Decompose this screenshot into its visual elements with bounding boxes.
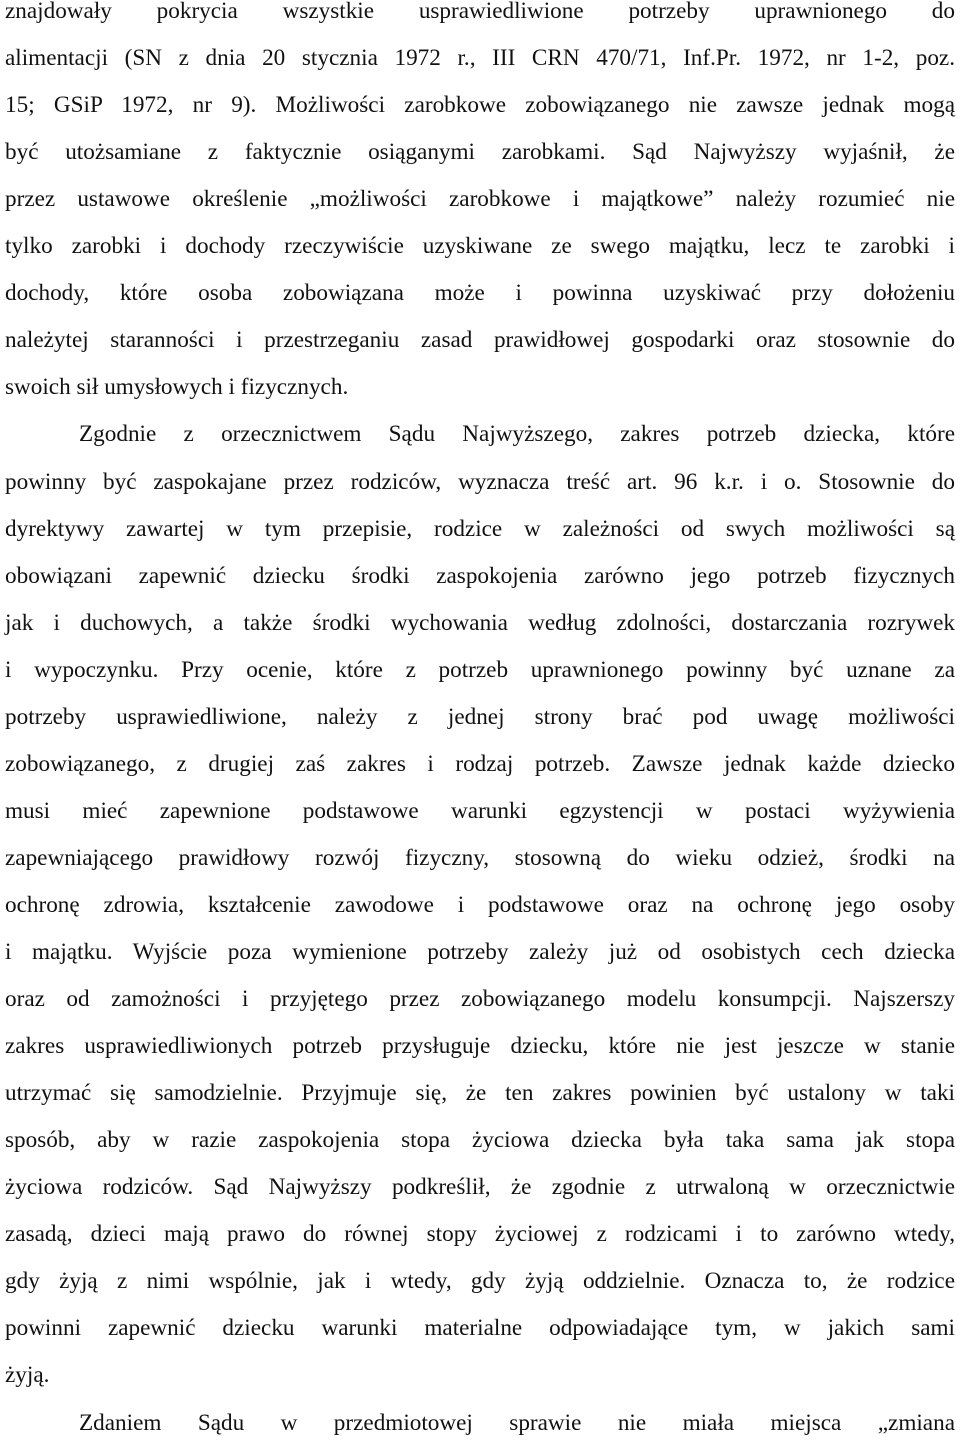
- text-line: życiowa rodziców. Sąd Najwyższy podkreślił, że zgodnie z utrwaloną w orzecznictwie: [5, 1174, 955, 1201]
- text-line: alimentacji (SN z dnia 20 stycznia 1972 r., III CRN 470/71, Inf.Pr. 1972, nr 1-2, poz.: [5, 45, 955, 72]
- text-line: dyrektywy zawartej w tym przepisie, rodzice w zależności od swych możliwości są: [5, 515, 955, 542]
- text-line: swoich sił umysłowych i fizycznych.: [5, 374, 349, 401]
- text-line: oraz od zamożności i przyjętego przez zobowiązanego modelu konsumpcji. Najszerszy: [5, 986, 955, 1013]
- text-line: ochronę zdrowia, kształcenie zawodowe i podstawowe oraz na ochronę jego osoby: [5, 891, 955, 918]
- text-line: utrzymać się samodzielnie. Przyjmuje się, że ten zakres powinien być ustalony w taki: [5, 1080, 955, 1107]
- text-line: potrzeby usprawiedliwione, należy z jednej strony brać pod uwagę możliwości: [5, 703, 955, 730]
- text-line: Zgodnie z orzecznictwem Sądu Najwyższego, zakres potrzeb dziecka, które: [79, 421, 955, 448]
- text-line: i wypoczynku. Przy ocenie, które z potrzeb uprawnionego powinny być uznane za: [5, 656, 955, 683]
- text-line: przez ustawowe określenie „możliwości zarobkowe i majątkowe” należy rozumieć nie: [5, 186, 955, 213]
- text-line: zapewniającego prawidłowy rozwój fizyczny, stosowną do wieku odzież, środki na: [5, 844, 955, 871]
- text-line: żyją.: [5, 1362, 50, 1389]
- text-line: 15; GSiP 1972, nr 9). Możliwości zarobkowe zobowiązanego nie zawsze jednak mogą: [5, 92, 955, 119]
- text-line: powinny być zaspokajane przez rodziców, wyznacza treść art. 96 k.r. i o. Stosownie do: [5, 468, 955, 495]
- text-line: zakres usprawiedliwionych potrzeb przysługuje dziecku, które nie jest jeszcze w stanie: [5, 1033, 955, 1060]
- text-line: być utożsamiane z faktycznie osiąganymi zarobkami. Sąd Najwyższy wyjaśnił, że: [5, 139, 955, 166]
- text-line: zasadą, dzieci mają prawo do równej stopy życiowej z rodzicami i to zarówno wtedy,: [5, 1221, 955, 1248]
- text-line: zobowiązanego, z drugiej zaś zakres i rodzaj potrzeb. Zawsze jednak każde dziecko: [5, 750, 955, 777]
- text-line: dochody, które osoba zobowiązana może i powinna uzyskiwać przy dołożeniu: [5, 280, 955, 307]
- text-line: obowiązani zapewnić dziecku środki zaspokojenia zarówno jego potrzeb fizycznych: [5, 562, 955, 589]
- text-line: musi mieć zapewnione podstawowe warunki egzystencji w postaci wyżywienia: [5, 797, 955, 824]
- text-line: i majątku. Wyjście poza wymienione potrzeby zależy już od osobistych cech dziecka: [5, 939, 955, 965]
- text-line: tylko zarobki i dochody rzeczywiście uzyskiwane ze swego majątku, lecz te zarobki i: [5, 233, 955, 260]
- text-line: sposób, aby w razie zaspokojenia stopa życiowa dziecka była taka sama jak stopa: [5, 1127, 955, 1154]
- text-line: Zdaniem Sądu w przedmiotowej sprawie nie miała miejsca „zmiana: [79, 1409, 955, 1436]
- text-line: znajdowały pokrycia wszystkie usprawiedliwione potrzeby uprawnionego do: [5, 0, 955, 24]
- text-line: gdy żyją z nimi wspólnie, jak i wtedy, gdy żyją oddzielnie. Oznacza to, że rodzice: [5, 1268, 955, 1295]
- text-line: należytej staranności i przestrzeganiu zasad prawidłowej gospodarki oraz stosownie do: [5, 327, 955, 354]
- text-line: powinni zapewnić dziecku warunki materialne odpowiadające tym, w jakich sami: [5, 1315, 955, 1342]
- text-line: jak i duchowych, a także środki wychowania według zdolności, dostarczania rozrywek: [5, 609, 955, 636]
